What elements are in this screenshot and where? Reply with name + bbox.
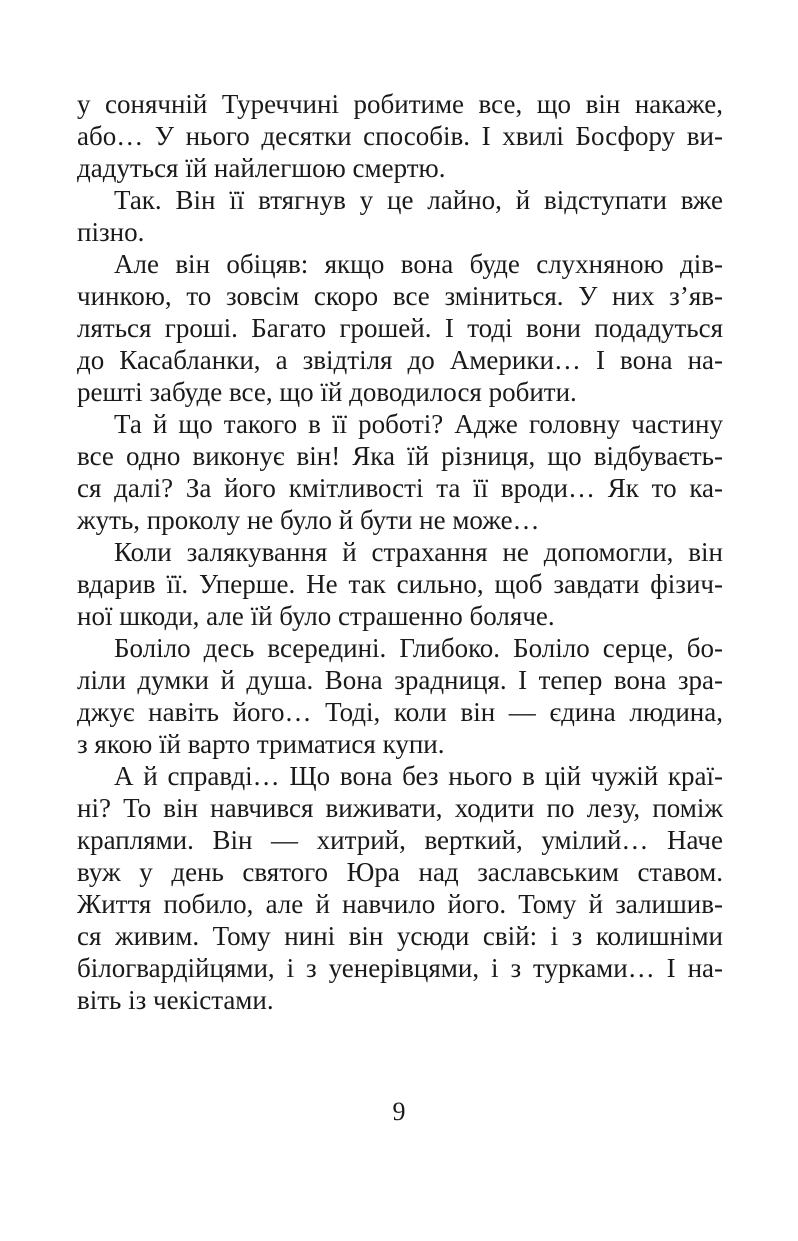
text-line: з якою їй варто триматися купи. [77,729,445,759]
text-line: жуть, проколу не було й бути не може… [77,505,540,535]
text-line: білогвардійцями, і з уенерівцями, і з турками… І на- [77,953,723,983]
text-line: ні? То він навчився виживати, ходити по лезу, поміж [77,793,723,823]
text-line: чинкою, то зовсім скоро все зміниться. У них з’яв- [77,281,723,311]
text-line: решті забуде все, що їй доводилося робити. [77,377,577,407]
text-line: до Касабланки, а звідтіля до Америки… І вона на- [77,345,723,375]
text-line: все одно виконує він! Яка їй різниця, що відбуваєть- [77,441,723,471]
text-line: ся живим. Тому нині він усюди свій: і з колишніми [77,921,723,951]
text-line: Життя побило, але й навчило його. Тому й залишив- [77,889,723,919]
paragraph-start-line: А й справді… Що вона без нього в цій чужій краї- [114,761,723,791]
text-line: пізно. [77,217,145,247]
text-line: ліли думки й душа. Вона зрадниця. І тепер вона зра- [77,665,723,695]
text-line: дадуться їй найлегшою смертю. [77,153,446,183]
text-line: вдарив її. Уперше. Не так сильно, щоб завдати фізич- [77,569,723,599]
text-line: краплями. Він — хитрий, верткий, умілий… Наче [77,825,723,855]
paragraph-start-line: Так. Він її втягнув у це лайно, й відступати вже [114,185,723,215]
text-line: ся далі? За його кмітливості та її вроди… Як то ка- [77,473,723,503]
paragraph-start-line: Боліло десь всередині. Глибоко. Боліло серце, бо- [114,633,723,663]
paragraph-start-line: Коли залякування й страхання не допомогли, він [114,537,723,567]
text-line: або… У нього десятки способів. І хвилі Босфору ви- [77,121,723,151]
text-line: ляться гроші. Багато грошей. І тоді вони подадуться [77,313,723,343]
text-line: джує навіть його… Тоді, коли він — єдина людина, [77,697,723,727]
text-line: у сонячній Туреччині робитиме все, що він накаже, [77,89,723,119]
paragraph-start-line: Але він обіцяв: якщо вона буде слухняною дів- [114,249,723,279]
text-line: ної шкоди, але їй було страшенно боляче. [77,601,555,631]
page-number: 9 [392,1097,406,1126]
text-line: вуж у день святого Юра над заславським ставом. [77,857,723,887]
paragraph-start-line: Та й що такого в її роботі? Адже головну частину [114,409,723,439]
text-line: віть із чекістами. [77,985,274,1015]
